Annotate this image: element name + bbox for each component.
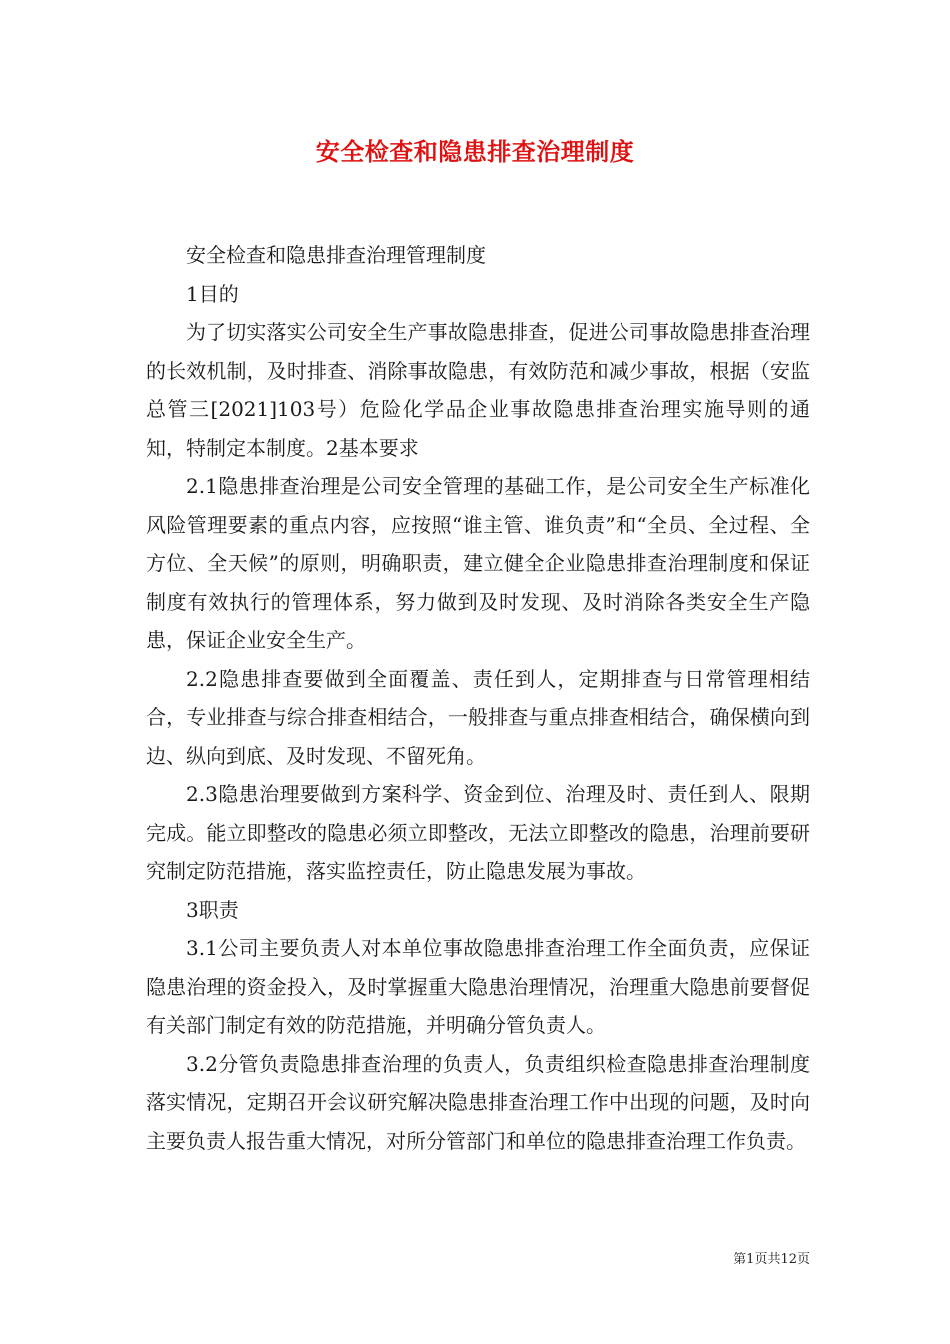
paragraph-2-1: 2.1隐患排查治理是公司安全管理的基础工作，是公司安全生产标准化风险管理要素的重点内容，应按照“谁主管、谁负责”和“全员、全过程、全方位、全天候”的原则，明确职责，建立健全企业隐患排查治理制度和保证制度有效执行的管理体系，努力做到及时发现、及时消除各类安全生产隐患，保证企业安全生产。 [146, 474, 810, 652]
paragraph-2-2: 2.2隐患排查要做到全面覆盖、责任到人，定期排查与日常管理相结合，专业排查与综合排查相结合，一般排查与重点排查相结合，确保横向到边、纵向到底、及时发现、不留死角。 [146, 666, 810, 768]
document-body [146, 236, 810, 1160]
paragraph-purpose: 为了切实落实公司安全生产事故隐患排查，促进公司事故隐患排查治理的长效机制，及时排查、消除事故隐患，有效防范和减少事故，根据（安监总管三[2021]103号）危险化学品企业事故隐患排查治理实施导则的通知，特制定本制度。2基本要求 [146, 320, 810, 460]
document-title: 安全检查和隐患排查治理制度 [315, 137, 635, 166]
paragraph-subtitle: 安全检查和隐患排查治理管理制度 [186, 243, 486, 267]
paragraph-3-2: 3.2分管负责隐患排查治理的负责人，负责组织检查隐患排查治理制度落实情况，定期召开会议研究解决隐患排查治理工作中出现的问题，及时向主要负责人报告重大情况，对所分管部门和单位的隐患排查治理工作负责。 [146, 1051, 810, 1153]
paragraph-section-3-heading: 3职责 [186, 897, 239, 922]
page-number: 第1页共12页 [733, 1252, 810, 1267]
paragraph-3-1: 3.1公司主要负责人对本单位事故隐患排查治理工作全面负责，应保证隐患治理的资金投入，及时掌握重大隐患治理情况，治理重大隐患前要督促有关部门制定有效的防范措施，并明确分管负责人。 [146, 936, 810, 1037]
paragraph-section-1-heading: 1目的 [186, 281, 239, 306]
paragraph-2-3: 2.3隐患治理要做到方案科学、资金到位、治理及时、责任到人、限期完成。能立即整改的隐患必须立即整改，无法立即整改的隐患，治理前要研究制定防范措施，落实监控责任，防止隐患发展为事故。 [146, 782, 810, 883]
